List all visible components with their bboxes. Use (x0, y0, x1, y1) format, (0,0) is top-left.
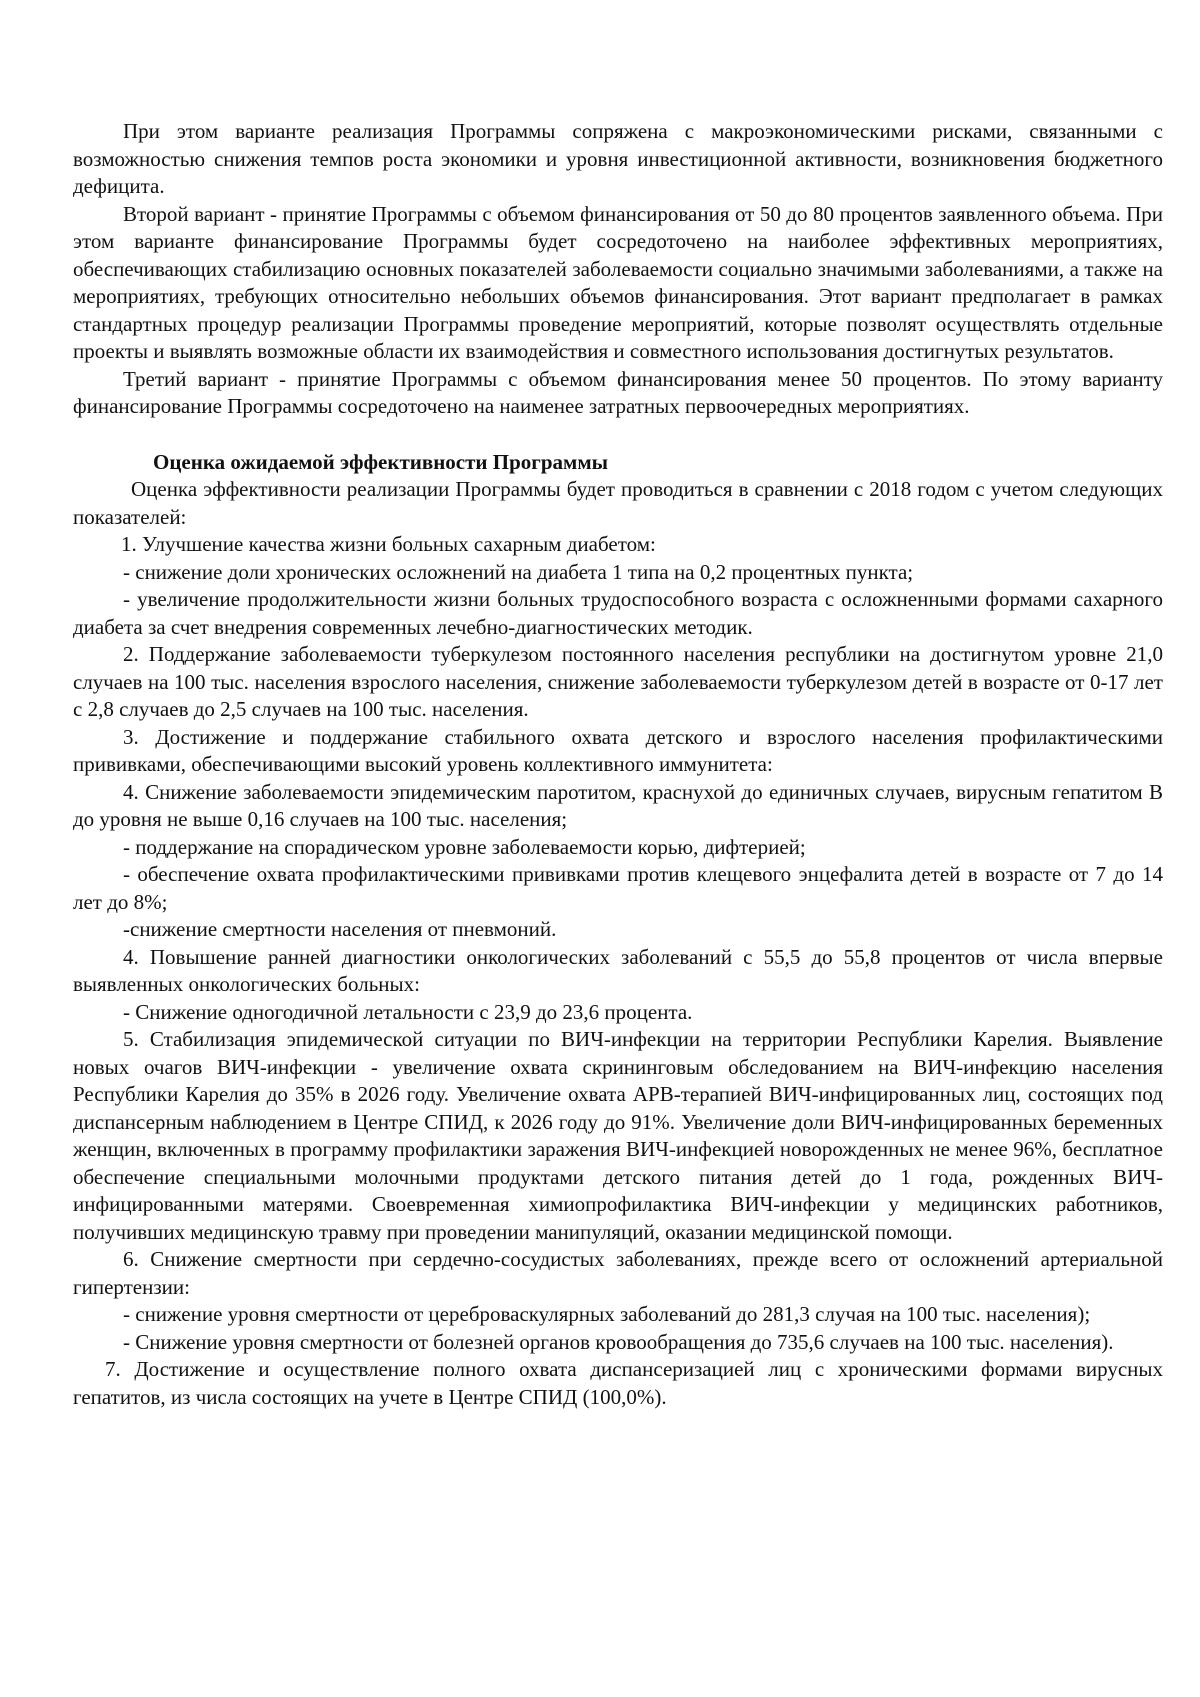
list-item-4-oncology: 4. Повышение ранней диагностики онкологических заболеваний с 55,5 до 55,8 процентов от числа впервые выявленных онкологических больных: (73, 944, 1163, 996)
list-item-1a: - снижение доли хронических осложнений на диабета 1 типа на 0,2 процентных пункта; (123, 559, 914, 584)
document-page (73, 118, 1163, 1411)
intro-paragraph: Оценка эффективности реализации Программы будет проводиться в сравнении с 2018 годом с учетом следующих показателей: (73, 477, 1163, 529)
list-item-4a: - поддержание на спорадическом уровне заболеваемости корью, дифтерией; (123, 834, 806, 859)
paragraph-second-variant: Второй вариант - принятие Программы с объемом финансирования от 50 до 80 процентов заявленного объема. При этом варианте финансирование Программы будет сосредоточено на наиболее эффективных мероприятиях, обеспечивающих стабилизацию основных показателей заболеваемости социально значимыми заболеваниями, а также на мероприятиях, требующих относительно небольших объемов финансирования. Этот вариант предполагает в рамках стандартных процедур реализации Программы проведение мероприятий, которые позволят осуществлять отдельные проекты и выявлять возможные области их взаимодействия и совместного использования достигнутых результатов. (73, 201, 1163, 363)
list-item-6: 6. Снижение смертности при сердечно-сосудистых заболеваниях, прежде всего от осложнений артериальной гипертензии: (73, 1247, 1163, 1299)
list-item-4-oncology-a: - Снижение одногодичной летальности с 23,9 до 23,6 процента. (123, 999, 693, 1024)
list-item-4: 4. Снижение заболеваемости эпидемическим паротитом, краснухой до единичных случаев, вирусным гепатитом В до уровня не выше 0,16 случаев на 100 тыс. населения; (73, 779, 1163, 831)
list-item-2: 2. Поддержание заболеваемости туберкулезом постоянного населения республики на достигнутом уровне 21,0 случаев на 100 тыс. населения взрослого населения, снижение заболеваемости туберкулезом детей в возрасте от 0-17 лет с 2,8 случаев до 2,5 случаев на 100 тыс. населения. (73, 642, 1163, 721)
list-item-6b: - Снижение уровня смертности от болезней органов кровообращения до 735,6 случаев на 100 тыс. населения). (123, 1329, 1114, 1354)
list-item-1b: - увеличение продолжительности жизни больных трудоспособного возраста с осложненными формами сахарного диабета за счет внедрения современных лечебно-диагностических методик. (73, 587, 1163, 639)
list-item-3: 3. Достижение и поддержание стабильного охвата детского и взрослого населения профилактическими прививками, обеспечивающими высокий уровень коллективного иммунитета: (73, 724, 1163, 776)
section-spacer (73, 421, 1163, 449)
section-heading: Оценка ожидаемой эффективности Программы (153, 449, 609, 474)
list-item-1: 1. Улучшение качества жизни больных сахарным диабетом: (121, 532, 656, 556)
paragraph-third-variant: Третий вариант - принятие Программы с объемом финансирования менее 50 процентов. По этому варианту финансирование Программы сосредоточено на наименее затратных первоочередных мероприятиях. (73, 366, 1163, 418)
list-item-4c: -снижение смертности населения от пневмоний. (123, 917, 557, 941)
list-item-4b: - обеспечение охвата профилактическими прививками против клещевого энцефалита детей в возрасте от 7 до 14 лет до 8%; (73, 862, 1163, 914)
list-item-5: 5. Стабилизация эпидемической ситуации по ВИЧ-инфекции на территории Республики Карелия. Выявление новых очагов ВИЧ-инфекции - увеличение охвата скрининговым обследованием на ВИЧ-инфекцию населения Республики Карелия до 35% в 2026 году. Увеличение охвата АРВ-терапией ВИЧ-инфицированных лиц, состоящих под диспансерным наблюдением в Центре СПИД, к 2026 году до 91%. Увеличение доли ВИЧ-инфицированных беременных женщин, включенных в программу профилактики заражения ВИЧ-инфекцией новорожденных не менее 96%, бесплатное обеспечение специальными молочными продуктами детского питания детей до 1 года, рожденных ВИЧ-инфицированными матерями. Своевременная химиопрофилактика ВИЧ-инфекции у медицинских работников, получивших медицинскую травму при проведении манипуляций, оказании медицинской помощи. (73, 1027, 1163, 1244)
paragraph-risks: При этом варианте реализация Программы сопряжена с макроэкономическими рисками, связанными с возможностью снижения темпов роста экономики и уровня инвестиционной активности, возникновения бюджетного дефицита. (73, 119, 1163, 198)
list-item-7: 7. Достижение и осуществление полного охвата диспансеризацией лиц с хроническими формами вирусных гепатитов, из числа состоящих на учете в Центре СПИД (100,0%). (73, 1357, 1163, 1409)
list-item-6a: - снижение уровня смертности от цереброваскулярных заболеваний до 281,3 случая на 100 тыс. населения); (123, 1302, 1091, 1326)
